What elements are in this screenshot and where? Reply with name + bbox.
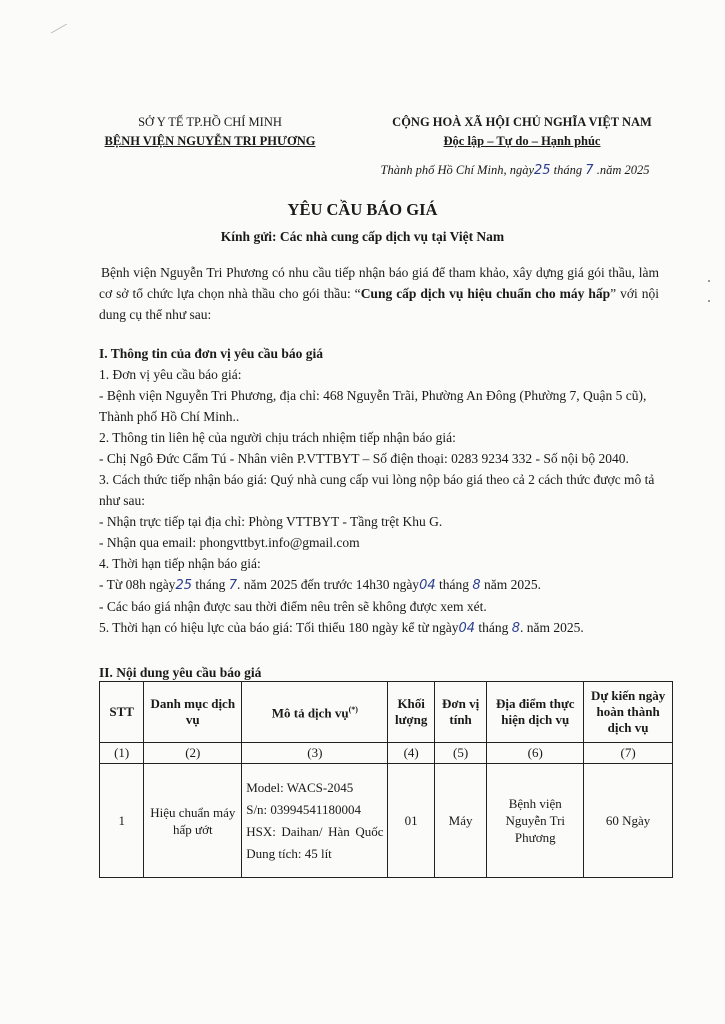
handwritten-start-month: 7 xyxy=(228,578,238,593)
national-name: CỘNG HOÀ XÃ HỘI CHỦ NGHĨA VIỆT NAM xyxy=(392,115,652,129)
table-row xyxy=(100,764,673,878)
column-number-row xyxy=(100,743,673,764)
handwritten-validity-month: 8 xyxy=(511,621,521,636)
cell-service: Hiệu chuẩn máy hấp ướt xyxy=(144,764,242,878)
column-number: (7) xyxy=(584,743,673,764)
header-quantity: Khối lượng xyxy=(388,682,434,743)
scan-mark xyxy=(708,280,710,282)
intro-text: Bệnh viện Nguyễn Tri Phương có nhu cầu tiếp nhận báo giá để tham khảo, xây dựng giá gói thầu, làm cơ sở tổ chức lựa chọn nhà thầu cho gói thầu: “ xyxy=(99,265,659,301)
footnote-marker: (*) xyxy=(348,705,358,715)
header-unit: Đơn vị tính xyxy=(434,682,486,743)
column-number: (1) xyxy=(100,743,144,764)
intro-paragraph xyxy=(99,262,659,325)
description-line: S/n: 03994541180004 xyxy=(246,801,361,817)
receipt-text: năm 2025. xyxy=(480,577,542,592)
column-number: (6) xyxy=(487,743,584,764)
scan-mark xyxy=(51,24,67,34)
header-description xyxy=(242,682,388,743)
section-2-heading: II. Nội dung yêu cầu báo giá xyxy=(99,665,262,680)
date-prefix: Thành phố Hồ Chí Minh, ngày xyxy=(380,163,534,177)
scan-mark xyxy=(708,300,710,302)
receipt-text: tháng xyxy=(191,577,229,592)
table-header-row xyxy=(100,682,673,743)
header-service: Danh mục dịch vụ xyxy=(144,682,242,743)
column-number: (2) xyxy=(144,743,242,764)
column-number: (4) xyxy=(388,743,434,764)
cell-stt: 1 xyxy=(100,764,144,878)
info-line: - Bệnh viện Nguyễn Tri Phương, địa chỉ: 468 Nguyễn Trãi, Phường An Đông (Phường 7, Quận 5 cũ), Thành phố Hồ Chí Minh.. xyxy=(99,388,647,424)
info-line: - Nhận trực tiếp tại địa chỉ: Phòng VTTBYT - Tầng trệt Khu G. xyxy=(99,514,443,529)
email-line: - Nhận qua email: phongvttbyt.info@gmail.com xyxy=(99,535,360,550)
info-line: 3. Cách thức tiếp nhận báo giá: Quý nhà cung cấp vui lòng nộp báo giá theo cả 2 cách thức được mô tả như sau: xyxy=(99,472,655,508)
handwritten-month: 7 xyxy=(585,163,594,178)
section-1 xyxy=(99,343,659,639)
late-note: - Các báo giá nhận được sau thời điểm nêu trên sẽ không được xem xét. xyxy=(99,599,487,614)
addressee: Kính gửi: Các nhà cung cấp dịch vụ tại Việt Nam xyxy=(220,229,505,244)
info-line: 1. Đơn vị yêu cầu báo giá: xyxy=(99,367,242,382)
national-header xyxy=(362,113,682,151)
request-table xyxy=(99,681,673,878)
header-location: Địa điểm thực hiện dịch vụ xyxy=(487,682,584,743)
validity-text: . năm 2025. xyxy=(520,620,584,635)
date-line xyxy=(340,163,690,178)
description-line: Model: WACS-2045 xyxy=(246,779,354,795)
description-line: HSX: Daihan/ Hàn Quốc xyxy=(246,823,384,839)
cell-quantity: 01 xyxy=(388,764,434,878)
cell-completion: 60 Ngày xyxy=(584,764,673,878)
issuer-hospital: BỆNH VIỆN NGUYỄN TRI PHƯƠNG xyxy=(104,134,316,148)
cell-location: Bệnh viện Nguyễn Tri Phương xyxy=(487,764,584,878)
validity-text: tháng xyxy=(474,620,512,635)
handwritten-start-day: 25 xyxy=(175,578,192,593)
intro-text-end: ” với nội dung cụ thể như sau: xyxy=(99,286,659,322)
handwritten-validity-day: 04 xyxy=(458,621,475,636)
column-number: (5) xyxy=(434,743,486,764)
cell-description xyxy=(242,764,388,878)
receipt-text: tháng xyxy=(435,577,473,592)
receipt-period xyxy=(99,574,659,596)
issuer-department: SỞ Y TẾ TP.HỒ CHÍ MINH xyxy=(138,115,282,129)
header-completion: Dự kiến ngày hoàn thành dịch vụ xyxy=(584,682,673,743)
validity-line xyxy=(99,617,659,639)
section-1-heading: I. Thông tin của đơn vị yêu cầu báo giá xyxy=(99,346,324,361)
validity-text: 5. Thời hạn có hiệu lực của báo giá: Tối thiểu 180 ngày kể từ ngày xyxy=(99,620,459,635)
column-number: (3) xyxy=(242,743,388,764)
issuer-block xyxy=(75,113,345,151)
package-name: Cung cấp dịch vụ hiệu chuẩn cho máy hấp xyxy=(360,286,611,301)
document-title: YÊU CẦU BÁO GIÁ xyxy=(287,200,438,219)
date-year: .năm 2025 xyxy=(596,163,650,177)
info-line: 2. Thông tin liên hệ của người chịu trách nhiệm tiếp nhận báo giá: xyxy=(99,430,456,445)
cell-unit: Máy xyxy=(434,764,486,878)
info-line: - Chị Ngô Đức Cẩm Tú - Nhân viên P.VTTBYT – Số điện thoại: 0283 9234 332 - Số nội bộ 2040. xyxy=(99,451,629,466)
description-line: Dung tích: 45 lít xyxy=(246,845,332,861)
handwritten-end-month: 8 xyxy=(472,578,481,593)
national-motto: Độc lập – Tự do – Hạnh phúc xyxy=(443,134,601,148)
handwritten-day: 25 xyxy=(534,163,551,178)
header-stt: STT xyxy=(100,682,144,743)
receipt-text: . năm 2025 đến trước 14h30 ngày xyxy=(237,577,420,592)
handwritten-end-day: 04 xyxy=(419,578,436,593)
date-month-label: tháng xyxy=(553,163,583,177)
info-line: 4. Thời hạn tiếp nhận báo giá: xyxy=(99,556,261,571)
receipt-text: - Từ 08h ngày xyxy=(99,577,176,592)
header-description-label: Mô tả dịch vụ xyxy=(271,705,349,721)
